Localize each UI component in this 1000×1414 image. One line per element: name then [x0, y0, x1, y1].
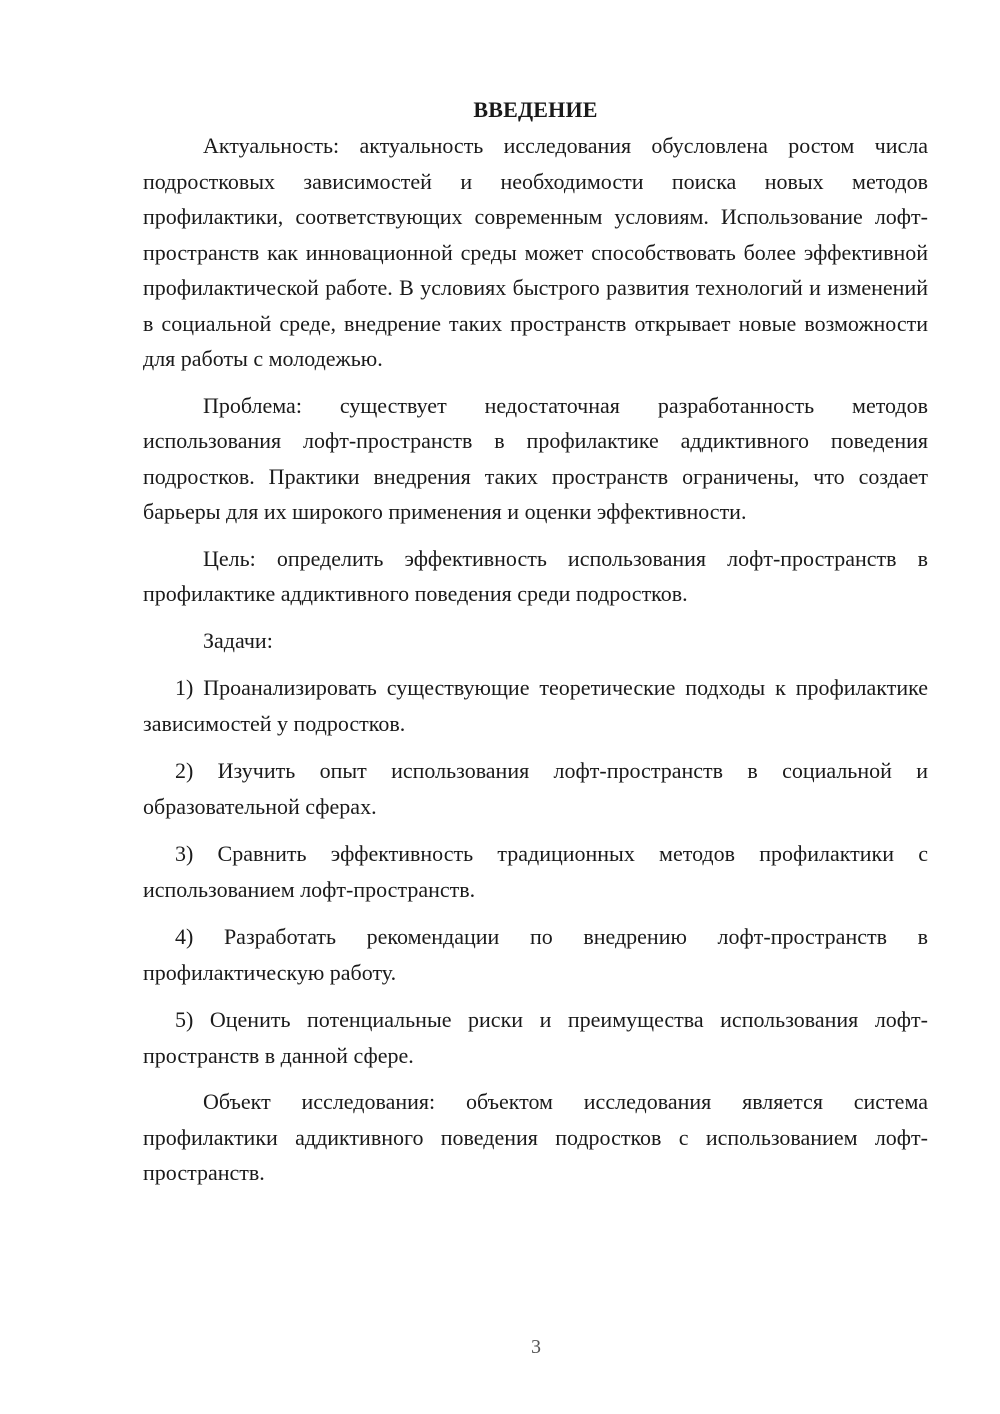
- task-item-5: 5) Оценить потенциальные риски и преимущества использования лофт-пространств в данной сфере.: [143, 1007, 928, 1068]
- section-heading: ВВЕДЕНИЕ: [473, 97, 598, 122]
- paragraph-relevance: Актуальность: актуальность исследования обусловлена ростом числа подростковых зависимостей и необходимости поиска новых методов профилактики, соответствующих современным условиям. Использование лофт-пространств как инновационной среды может способствовать более эффективной профилактической работе. В условиях быстрого развития технологий и изменений в социальной среде, внедрение таких пространств открывает новые возможности для работы с молодежью.: [143, 133, 928, 371]
- task-item-4: 4) Разработать рекомендации по внедрению лофт-пространств в профилактическую работу.: [143, 924, 928, 985]
- paragraph-object: Объект исследования: объектом исследования является система профилактики аддиктивного поведения подростков с использованием лофт-пространств.: [143, 1089, 928, 1185]
- paragraph-goal: Цель: определить эффективность использования лофт-пространств в профилактике аддиктивного поведения среди подростков.: [143, 545, 928, 606]
- task-item-2: 2) Изучить опыт использования лофт-пространств в социальной и образовательной сферах.: [143, 758, 928, 819]
- task-item-1: 1) Проанализировать существующие теоретические подходы к профилактике зависимостей у подростков.: [143, 675, 928, 736]
- page-content: [143, 92, 928, 1191]
- tasks-label: Задачи:: [203, 627, 273, 653]
- task-item-3: 3) Сравнить эффективность традиционных методов профилактики с использованием лофт-пространств.: [143, 841, 928, 902]
- paragraph-problem: Проблема: существует недостаточная разработанность методов использования лофт-пространств в профилактике аддиктивного поведения подростков. Практики внедрения таких пространств ограничены, что создает барьеры для их широкого применения и оценки эффективности.: [143, 392, 928, 524]
- page-number: 3: [531, 1336, 541, 1358]
